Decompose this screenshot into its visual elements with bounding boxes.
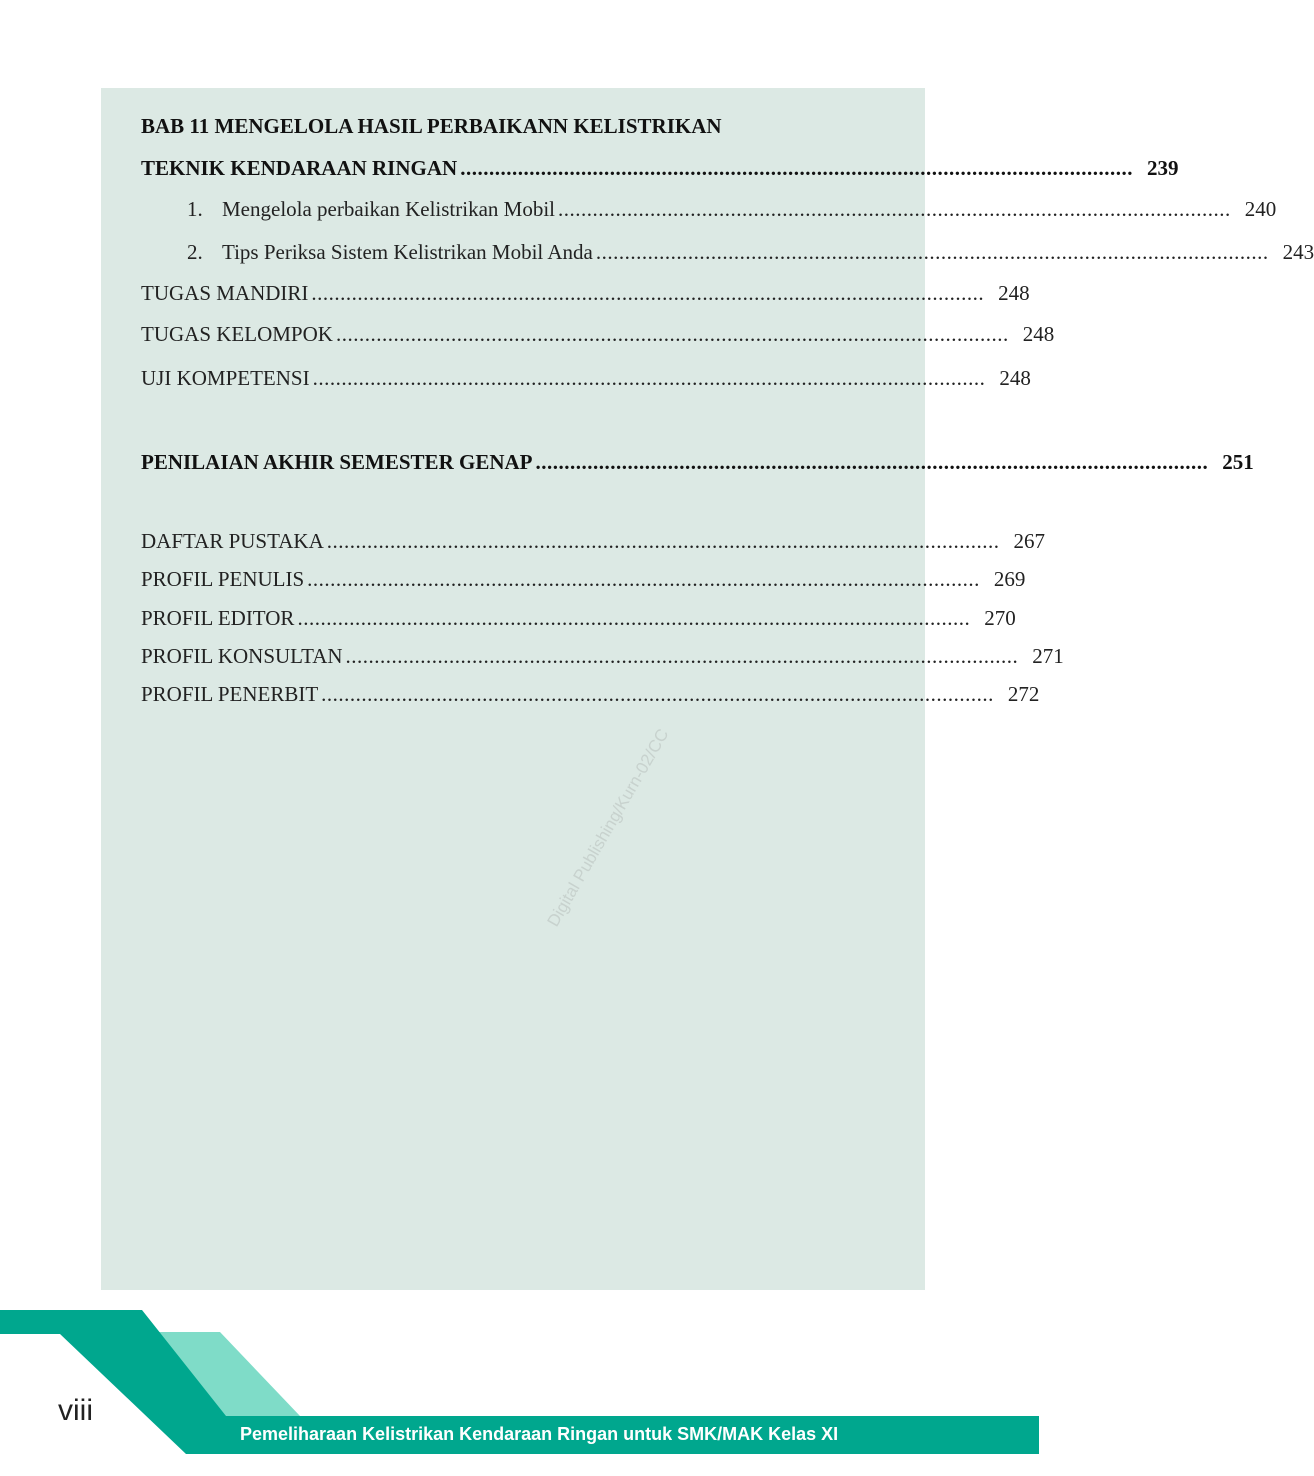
toc-subitem[interactable] [187,194,1277,224]
toc-chapter-title-line2: TEKNIK KENDARAAN RINGAN [141,156,458,180]
toc-entry-tugas-kelompok[interactable] [141,319,1055,349]
toc-entry-profil-penerbit[interactable] [141,679,1040,709]
toc-subitem[interactable] [187,237,1314,267]
toc-page-number: 251 [1222,450,1254,474]
toc-chapter-heading [141,111,881,141]
toc-subitem-title: Mengelola perbaikan Kelistrikan Mobil [222,197,555,221]
toc-page-number: 269 [993,567,1026,591]
toc-entry-uji-kompetensi[interactable] [141,363,1031,393]
watermark: Digital Publishing/Kurn-02/CC [543,725,673,930]
dot-leader: ..................................................................................................................... [345,644,1019,668]
toc-page-number: 243 [1282,240,1314,264]
toc-chapter-title-line1: BAB 11 MENGELOLA HASIL PERBAIKANN KELISTRIKAN [141,114,722,138]
toc-subitem-number: 1. [187,197,203,221]
dot-leader: ..................................................................................................................... [460,156,1133,180]
page-number: viii [58,1394,93,1427]
toc-page-number: 248 [1022,322,1055,346]
toc-entry-profil-konsultan[interactable] [141,641,1064,671]
table-of-contents [101,88,1314,1290]
toc-page-number: 267 [1013,529,1045,553]
dot-leader: ..................................................................................................................... [297,606,971,630]
dot-leader: ..................................................................................................................... [595,240,1269,264]
footer-book-title: Pemeliharaan Kelistrikan Kendaraan Ringan untuk SMK/MAK Kelas XI [240,1424,839,1444]
toc-subitem-number: 2. [187,240,203,264]
dot-leader: ..................................................................................................................... [312,366,986,390]
toc-subitem-title: Tips Periksa Sistem Kelistrikan Mobil Anda [222,240,593,264]
toc-entry-title: PENILAIAN AKHIR SEMESTER GENAP [141,450,533,474]
toc-entry-penilaian[interactable] [141,447,1254,477]
toc-page-number: 248 [998,281,1030,305]
dot-leader: ..................................................................................................................... [311,281,985,305]
toc-entry-title: DAFTAR PUSTAKA [141,529,324,553]
toc-entry-title: PROFIL PENERBIT [141,682,319,706]
toc-entry-profil-editor[interactable] [141,603,1016,633]
toc-page-number: 272 [1007,682,1040,706]
toc-entry-title: TUGAS KELOMPOK [141,322,333,346]
toc-entry-title: PROFIL EDITOR [141,606,295,630]
toc-entry-title: PROFIL KONSULTAN [141,644,343,668]
toc-entry-title: UJI KOMPETENSI [141,366,310,390]
toc-chapter-entry[interactable] [141,153,1179,183]
dot-leader: ..................................................................................................................... [307,567,980,591]
toc-entry-profil-penulis[interactable] [141,564,1026,594]
toc-page-number: 240 [1244,197,1277,221]
toc-page-number: 248 [999,366,1031,390]
toc-entry-daftar-pustaka[interactable] [141,526,1045,556]
toc-page-number: 270 [984,606,1016,630]
footer-graphic [0,1300,1039,1476]
dot-leader: ..................................................................................................................... [326,529,1000,553]
toc-entry-title: TUGAS MANDIRI [141,281,309,305]
toc-page-number: 239 [1146,156,1179,180]
dot-leader: ..................................................................................................................... [535,450,1209,474]
toc-entry-title: PROFIL PENULIS [141,567,305,591]
toc-entry-tugas-mandiri[interactable] [141,278,1030,308]
toc-page-number: 271 [1032,644,1064,668]
dot-leader: ..................................................................................................................... [558,197,1231,221]
dot-leader: ..................................................................................................................... [335,322,1009,346]
dot-leader: ..................................................................................................................... [321,682,994,706]
